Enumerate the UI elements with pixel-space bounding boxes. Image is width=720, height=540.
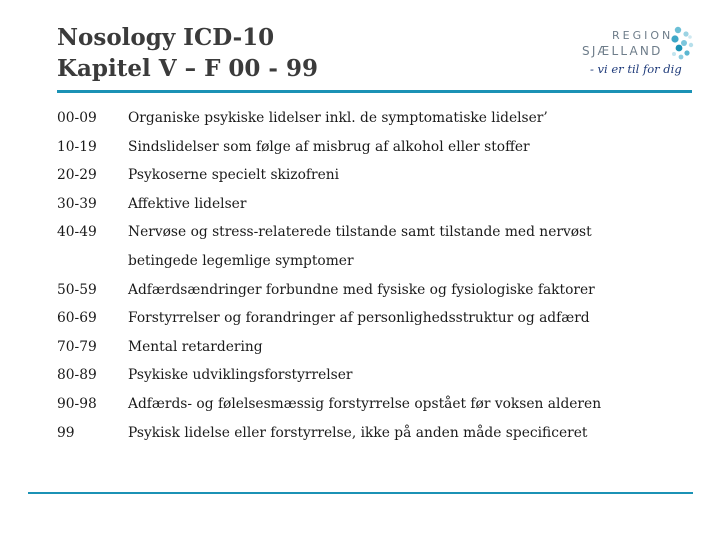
item-description: Affektive lidelser — [128, 195, 247, 212]
item-description: Psykisk lidelse eller forstyrrelse, ikke på anden måde specificeret — [128, 424, 588, 441]
item-code: 30-39 — [57, 195, 97, 212]
list-item — [57, 218, 697, 275]
item-code: 80-89 — [57, 367, 97, 384]
item-description: Organiske psykiske lidelser inkl. de symptomatiske lidelser’ — [128, 110, 548, 126]
chapter-list — [57, 104, 697, 447]
logo-text-region: REGION — [612, 29, 674, 42]
item-code: 50-59 — [57, 281, 97, 298]
footer-divider — [28, 492, 693, 494]
item-description — [128, 218, 697, 275]
item-code: 60-69 — [57, 310, 97, 327]
item-description: Adfærdsændringer forbundne med fysiske og fysiologiske faktorer — [128, 281, 595, 298]
slide-title-line-1: Nosology ICD-10 — [57, 24, 275, 51]
logo-tagline: - vi er til for dig — [590, 62, 682, 76]
item-code: 20-29 — [57, 167, 97, 184]
item-code: 70-79 — [57, 338, 97, 355]
list-item — [57, 390, 697, 419]
title-divider — [57, 90, 692, 93]
logo-text-sjaelland: SJÆLLAND — [582, 44, 663, 58]
item-description: Psykiske udviklingsforstyrrelser — [128, 367, 353, 384]
list-item — [57, 161, 697, 190]
list-item — [57, 104, 697, 133]
item-code: 99 — [57, 424, 75, 441]
item-description: Forstyrrelser og forandringer af personlighedsstruktur og adfærd — [128, 310, 590, 327]
list-item — [57, 361, 697, 390]
slide-title — [57, 22, 318, 84]
item-description: Psykoserne specielt skizofreni — [128, 167, 340, 184]
item-code: 10-19 — [57, 138, 97, 155]
region-sjaelland-logo — [578, 24, 698, 88]
list-item — [57, 333, 697, 362]
item-description: Mental retardering — [128, 338, 263, 355]
list-item — [57, 133, 697, 162]
item-description: Adfærds- og følelsesmæssig forstyrrelse opstået før voksen alderen — [128, 395, 602, 412]
list-item — [57, 304, 697, 333]
list-item — [57, 419, 697, 448]
item-description: Sindslidelser som følge af misbrug af alkohol eller stoffer — [128, 138, 530, 155]
item-description-line-1: Nervøse og stress-relaterede tilstande samt tilstande med nervøst — [128, 224, 592, 241]
list-item — [57, 190, 697, 219]
list-item — [57, 276, 697, 305]
slide-title-line-2: Kapitel V – F 00 - 99 — [57, 55, 318, 82]
item-code: 00-09 — [57, 110, 97, 126]
item-description-line-2: betingede legemlige symptomer — [128, 252, 354, 269]
item-code: 40-49 — [57, 224, 97, 241]
item-code: 90-98 — [57, 395, 97, 412]
